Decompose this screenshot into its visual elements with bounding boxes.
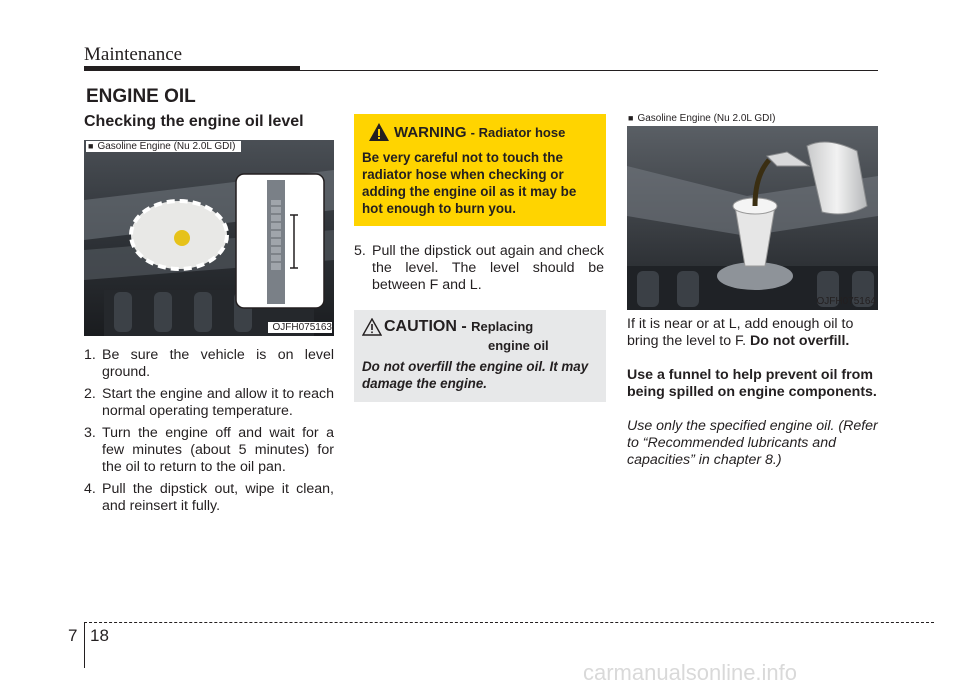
- page-number: 18: [90, 626, 109, 645]
- figure2-code: OJFH075164: [816, 296, 876, 307]
- section-title: ENGINE OIL: [86, 86, 196, 107]
- step-item: 4. Pull the dipstick out, wipe it clean, and reinsert it fully.: [84, 481, 334, 514]
- watermark-text: carmanualsonline.info: [583, 660, 798, 685]
- chapter-number: 7: [68, 626, 78, 645]
- caution-icon: [362, 318, 382, 336]
- steps-list: [84, 347, 334, 520]
- paragraph-bold: Use a funnel to help prevent oil from being spilled on engine components.: [627, 367, 877, 400]
- warning-box: [354, 114, 606, 226]
- caution-subtitle: engine oil: [488, 338, 549, 353]
- footer-rule: [84, 622, 934, 623]
- header-rule: [300, 70, 878, 71]
- footer-divider: [84, 622, 85, 668]
- caution-title: CAUTION - Replacing: [384, 318, 534, 335]
- subheading: Checking the engine oil level: [84, 113, 304, 130]
- step-item: 3. Turn the engine off and wait for a few minutes (about 5 minutes) for the oil to return to the oil pan.: [84, 425, 334, 475]
- header-bar: [84, 66, 300, 71]
- caution-box: [354, 310, 606, 402]
- figure2-label: ■ Gasoline Engine (Nu 2.0L GDI): [628, 113, 776, 124]
- step-item: 2. Start the engine and allow it to reach normal operating temperature.: [84, 386, 334, 419]
- figure1-label: ■ Gasoline Engine (Nu 2.0L GDI): [86, 141, 241, 152]
- oil-filling-image: [627, 126, 878, 310]
- step-item: 1. Be sure the vehicle is on level ground.: [84, 347, 334, 380]
- warning-title: WARNING - Radiator hose: [394, 124, 566, 141]
- figure1-code: OJFH075163: [268, 322, 332, 333]
- caution-body: Do not overfill the engine oil. It may damage the engine.: [362, 359, 589, 391]
- warning-icon: [368, 122, 390, 142]
- header-title: Maintenance: [84, 44, 183, 65]
- step-item: 5. Pull the dipstick out again and check the level. The level should be between F and L.: [354, 243, 604, 293]
- warning-body: Be very careful not to touch the radiator hose when checking or adding the engine oil as it may be hot enough to burn you.: [362, 150, 577, 216]
- engine-dipstick-image: [84, 140, 334, 336]
- right-column-text: [627, 316, 879, 486]
- paragraph-italic: Use only the specified engine oil. (Refer to “Recommended lubricants and capacities” in chapter 8.): [627, 418, 878, 468]
- paragraph: If it is near or at L, add enough oil to bring the level to F. Do not overfill.: [627, 316, 854, 349]
